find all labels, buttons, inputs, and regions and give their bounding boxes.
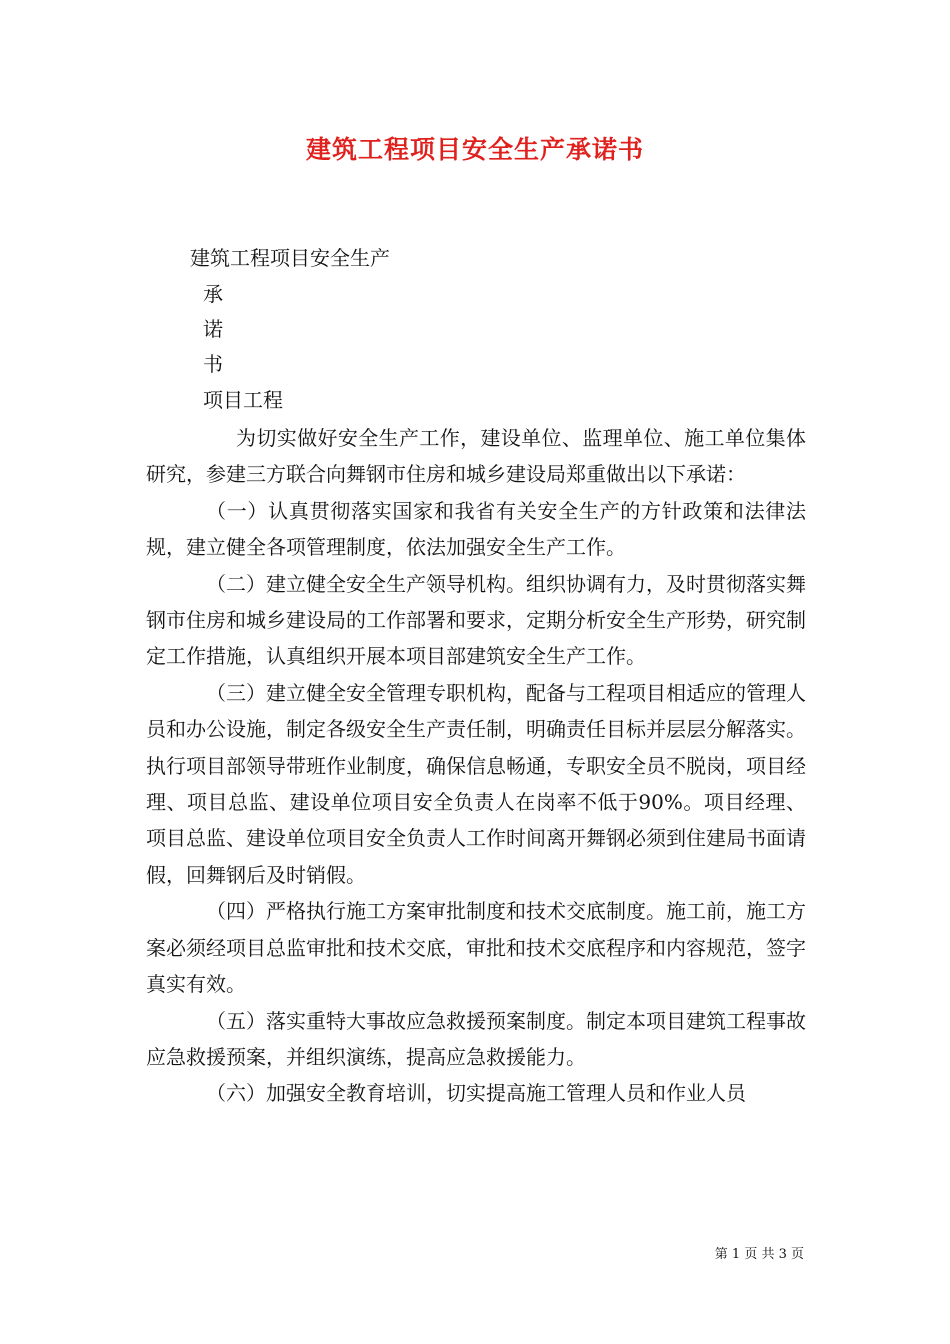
heading-line: 建筑工程项目安全生产 [190,246,390,270]
commitment-item-6: （六）加强安全教育培训，切实提高施工管理人员和作业人员 [206,1081,746,1106]
commitment-item-3: （三）建立健全安全管理专职机构，配备与工程项目相适应的管理人员和办公设施，制定各级安全生产责任制，明确责任目标并层层分解落实。执行项目部领导带班作业制度，确保信息畅通，专职安全员不脱岗，项目经理、项目总监、建设单位项目安全负责人在岗率不低于90%。项目经理、项目总监、建设单位项目安全负责人工作时间离开舞钢必须到住建局书面请假，回舞钢后及时销假。 [146,680,806,887]
heading-line: 承 [203,282,223,306]
commitment-item-1: （一）认真贯彻落实国家和我省有关安全生产的方针政策和法律法规，建立健全各项管理制度，依法加强安全生产工作。 [146,498,806,560]
commitment-item-4: （四）严格执行施工方案审批制度和技术交底制度。施工前，施工方案必须经项目总监审批和技术交底，审批和技术交底程序和内容规范，签字真实有效。 [146,899,806,997]
commitment-item-5: （五）落实重特大事故应急救援预案制度。制定本项目建筑工程事故应急救援预案，并组织演练，提高应急救援能力。 [146,1008,806,1069]
heading-line: 书 [203,352,223,376]
heading-line: 诺 [203,317,223,341]
project-label: 项目工程 [203,388,283,412]
document-body [146,420,806,1112]
commitment-item-2: （二）建立健全安全生产领导机构。组织协调有力，及时贯彻落实舞钢市住房和城乡建设局的工作部署和要求，定期分析安全生产形势，研究制定工作措施，认真组织开展本项目部建筑安全生产工作。 [146,571,806,669]
intro-paragraph: 为切实做好安全生产工作，建设单位、监理单位、施工单位集体研究，参建三方联合向舞钢市住房和城乡建设局郑重做出以下承诺： [146,426,806,487]
document-title: 建筑工程项目安全生产承诺书 [305,135,644,164]
page-number: 第 1 页 共 3 页 [714,1247,804,1262]
